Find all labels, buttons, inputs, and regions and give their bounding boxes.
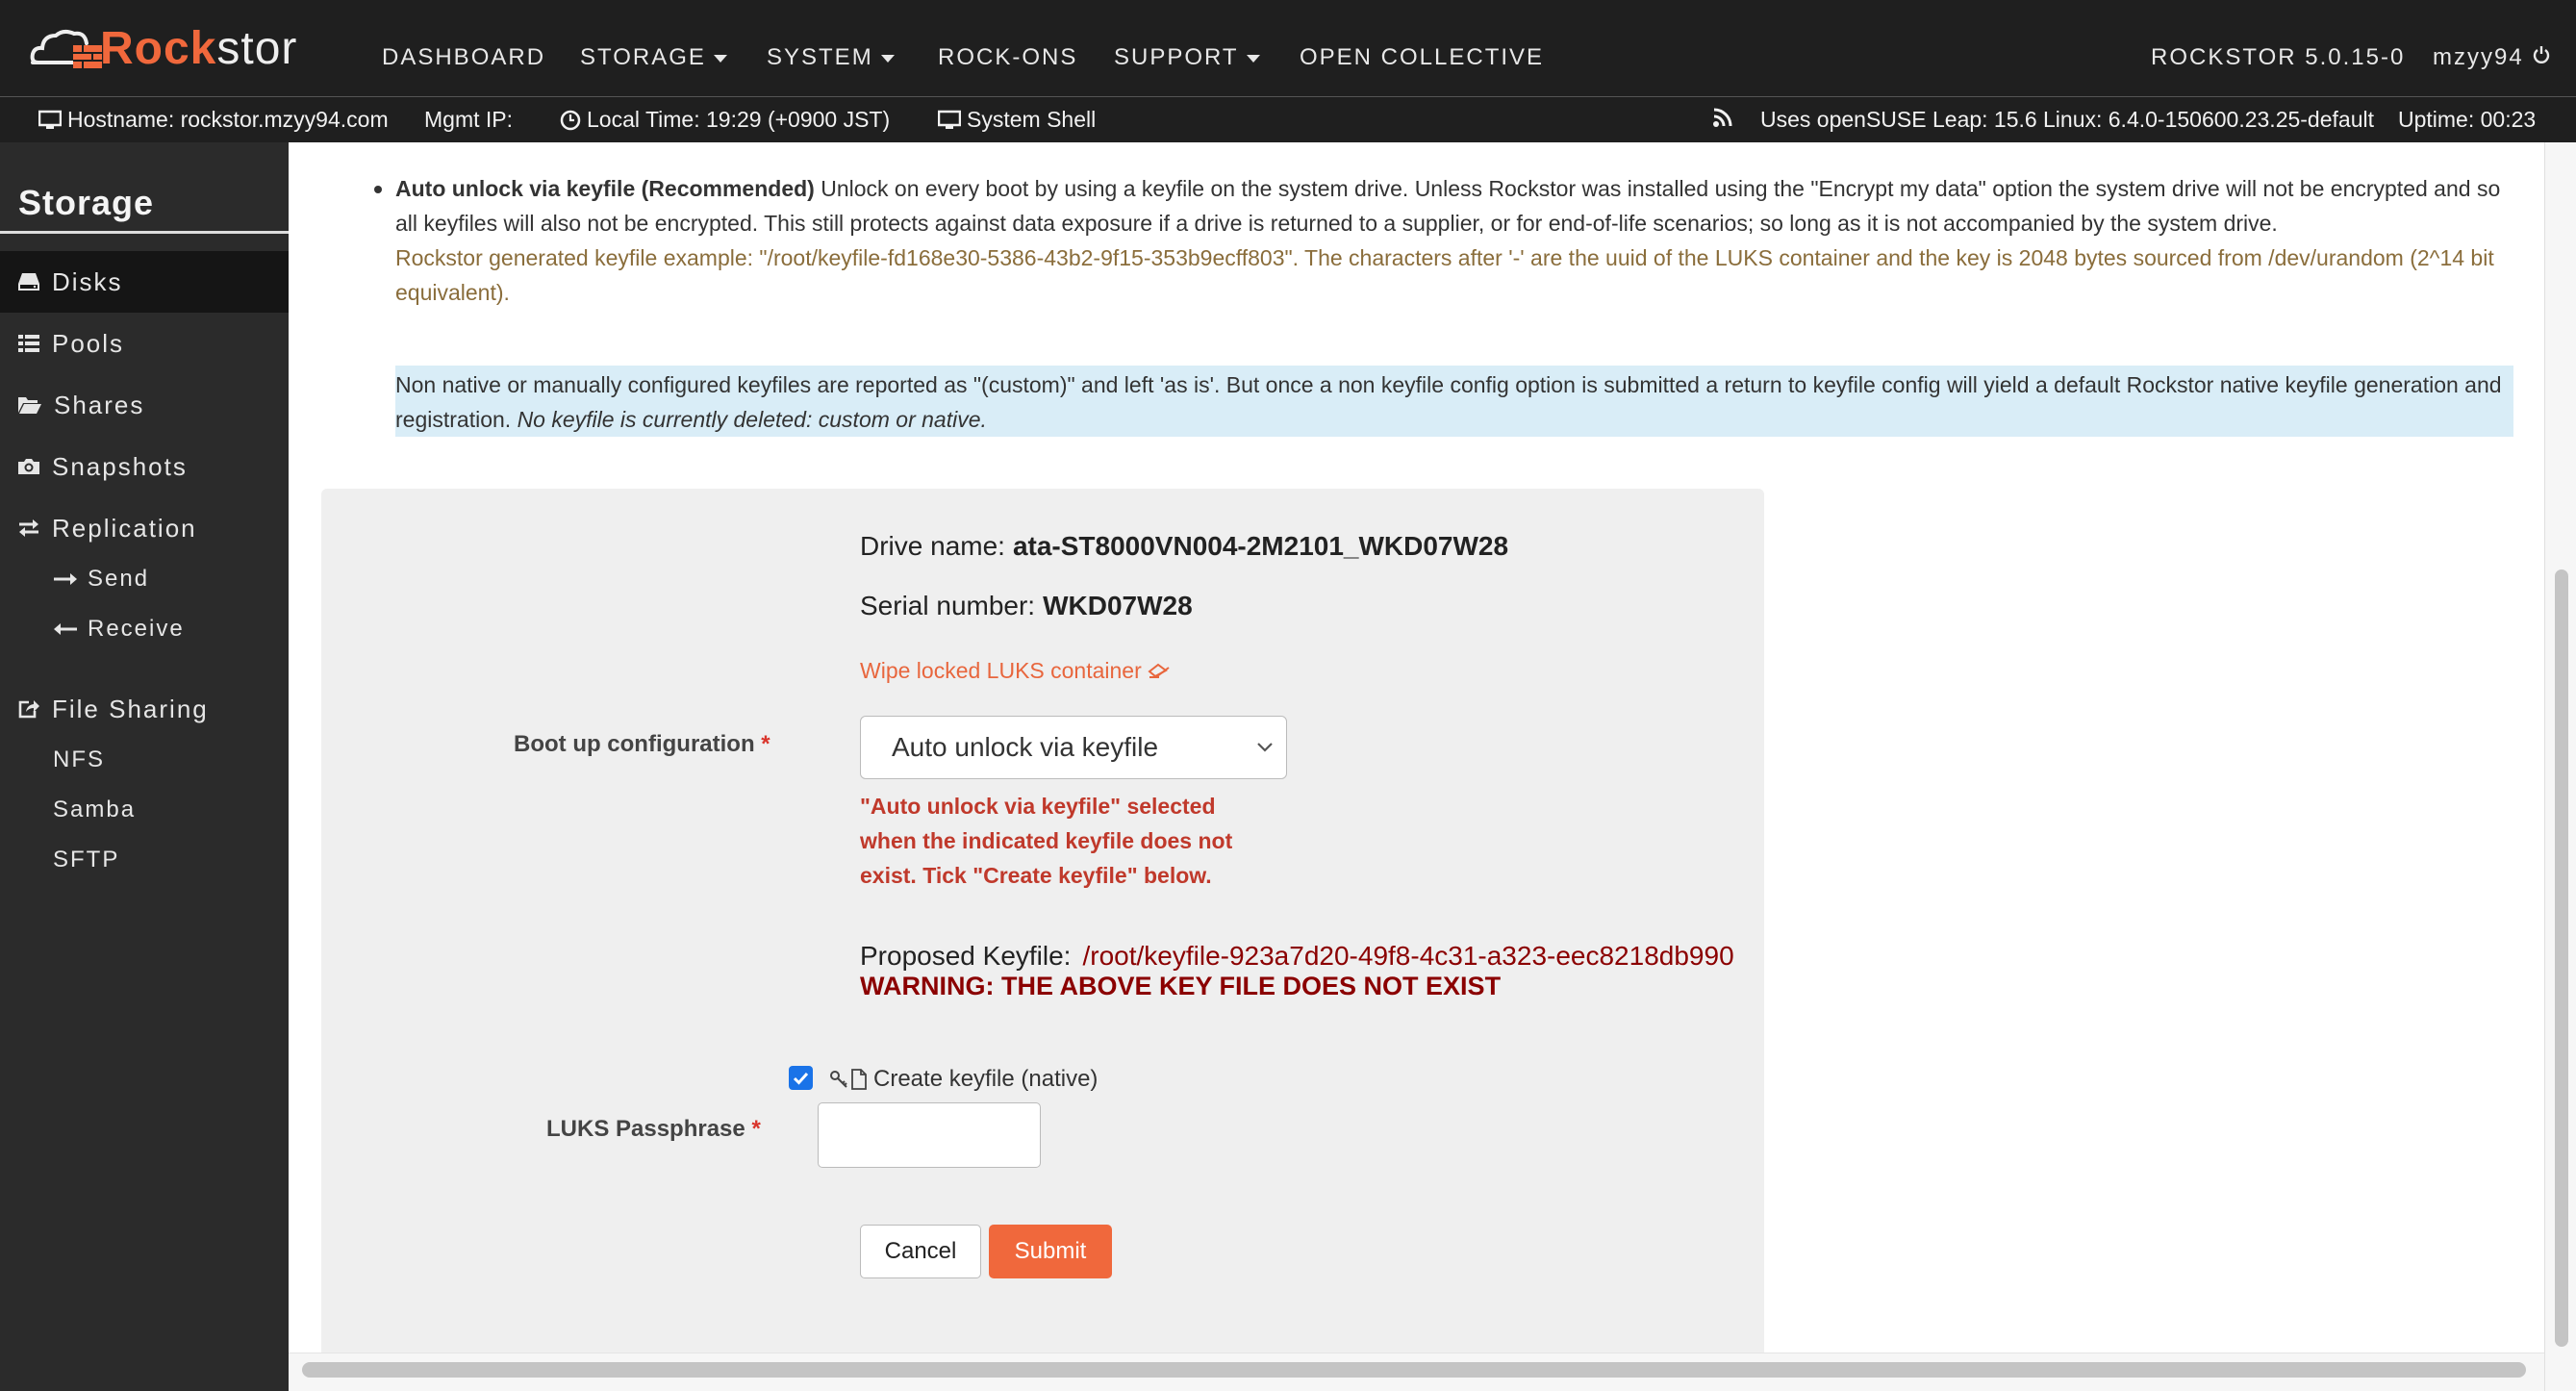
sidebar-item-file-sharing[interactable]: File Sharing: [0, 678, 289, 740]
sidebar-item-samba[interactable]: Samba: [53, 797, 137, 822]
boot-config-label: Boot up configuration *: [514, 731, 770, 757]
luks-passphrase-label: LUKS Passphrase *: [546, 1116, 761, 1142]
uptime-info: Uptime: 00:23: [2398, 107, 2537, 132]
arrow-left-icon: [53, 622, 78, 636]
caret-down-icon: [881, 55, 895, 63]
horizontal-scrollbar[interactable]: [289, 1353, 2544, 1391]
sidebar-title: Storage: [18, 183, 155, 222]
nav-rock-ons[interactable]: ROCK-ONS: [938, 44, 1078, 70]
linux-info: Linux: 6.4.0-150600.23.25-default: [2043, 107, 2374, 132]
sidebar-item-sftp[interactable]: SFTP: [53, 847, 120, 873]
vertical-scroll-thumb[interactable]: [2555, 569, 2568, 1347]
create-keyfile-label[interactable]: Create keyfile (native): [829, 1066, 1098, 1093]
arrow-right-icon: [53, 572, 78, 586]
clock-icon: [560, 110, 581, 131]
nav-storage[interactable]: STORAGE: [580, 44, 727, 71]
rockstor-logo[interactable]: [29, 21, 297, 75]
wipe-luks-link[interactable]: Wipe locked LUKS container: [860, 658, 1171, 684]
auto-unlock-description: Auto unlock via keyfile (Recommended) Unlock on every boot by using a keyfile on the system drive. Unless Rockstor was installed using the "Encrypt my data" option the system drive will not be encrypted and so all keyfiles will also not be encrypted. This still protects against data exposure if a drive is returned to a supplier, or for end-of-life scenarios; so long as it is not accompanied by the system drive. Rockstor generated keyfile example: "/root/keyfile-fd168e30-5386-43b2-9f15-353b9ecff803". The characters after '-' are the uuid of the LUKS container and the key is 2048 bytes sourced from /dev/urandom (2^14 bit equivalent).: [395, 171, 2512, 310]
caret-down-icon: [714, 55, 727, 63]
keyfile-note: Non native or manually configured keyfiles are reported as "(custom)" and left 'as is'. But once a non keyfile config option is submitted a return to keyfile config will yield a default Rockstor native keyfile generation and registration. No keyfile is currently deleted: custom or native.: [395, 366, 2513, 437]
os-info: Uses openSUSE Leap: 15.6: [1760, 107, 2037, 132]
bullet: [374, 186, 382, 193]
proposed-keyfile: Proposed Keyfile: /root/keyfile-923a7d20-49f8-4c31-a323-eec8218db990: [860, 941, 1734, 971]
serial-number-row: Serial number: WKD07W28: [860, 591, 1193, 620]
camera-icon: [17, 456, 40, 477]
sidebar-item-shares[interactable]: Shares: [0, 374, 289, 436]
exchange-icon: [17, 518, 40, 539]
nav-system[interactable]: SYSTEM: [767, 44, 895, 71]
version-label: ROCKSTOR 5.0.15-0: [2151, 44, 2406, 70]
hostname-info: Hostname: rockstor.mzyy94.com: [38, 107, 389, 133]
system-shell-link[interactable]: System Shell: [938, 107, 1096, 133]
eraser-icon: [1148, 663, 1171, 678]
submit-button[interactable]: Submit: [989, 1225, 1112, 1278]
main-content: [289, 142, 2544, 1391]
nav-open-collective[interactable]: OPEN COLLECTIVE: [1300, 44, 1545, 70]
cloud-logo-icon: [29, 24, 106, 72]
rss-icon[interactable]: [1712, 107, 1739, 128]
keyfile-example-text: Rockstor generated keyfile example: "/root/keyfile-fd168e30-5386-43b2-9f15-353b9ecff803". The characters after '-' are the uuid of the LUKS container and the key is 2048 bytes sourced from /dev/urandom (2^14 bit equivalent).: [395, 245, 2494, 305]
chevron-down-icon: [1255, 741, 1275, 754]
sidebar-item-replication[interactable]: Replication: [0, 497, 289, 559]
hdd-icon: [17, 271, 40, 292]
brand-name: Rockstor: [100, 22, 298, 74]
sidebar-divider: [0, 231, 289, 234]
desktop-icon: [938, 110, 961, 131]
file-icon: [850, 1068, 868, 1091]
sidebar-item-disks[interactable]: Disks: [0, 251, 289, 313]
top-navbar: [0, 0, 2576, 96]
caret-down-icon: [1247, 55, 1260, 63]
list-icon: [17, 333, 40, 354]
horizontal-scroll-thumb[interactable]: [302, 1362, 2526, 1378]
share-square-icon: [17, 698, 40, 720]
desktop-icon: [38, 110, 62, 131]
create-keyfile-checkbox[interactable]: [789, 1066, 813, 1090]
drive-name-row: Drive name: ata-ST8000VN004-2M2101_WKD07W28: [860, 531, 1509, 561]
cancel-button[interactable]: Cancel: [860, 1225, 981, 1278]
boot-config-select[interactable]: Auto unlock via keyfile: [860, 716, 1287, 779]
user-menu[interactable]: mzyy94: [2433, 44, 2551, 71]
folder-open-icon: [17, 394, 42, 416]
sidebar-item-nfs[interactable]: NFS: [53, 746, 105, 772]
sidebar-item-receive[interactable]: Receive: [53, 616, 185, 643]
nav-dashboard[interactable]: DASHBOARD: [382, 44, 546, 70]
vertical-scrollbar[interactable]: [2544, 142, 2576, 1391]
mgmt-ip-info: Mgmt IP:: [424, 107, 514, 132]
nav-support[interactable]: SUPPORT: [1114, 44, 1260, 71]
sidebar-item-send[interactable]: Send: [53, 566, 149, 593]
checkmark-icon: [789, 1066, 813, 1090]
luks-passphrase-input[interactable]: [818, 1102, 1041, 1168]
sidebar-item-snapshots[interactable]: Snapshots: [0, 436, 289, 497]
sidebar: [0, 142, 289, 1391]
power-icon: [2532, 44, 2551, 71]
luks-config-form: [321, 489, 1764, 1391]
local-time-info: Local Time: 19:29 (+0900 JST): [560, 107, 890, 133]
boot-config-error: "Auto unlock via keyfile" selected when the indicated keyfile does not exist. Tick "Create keyfile" below.: [860, 794, 1233, 888]
sidebar-item-pools[interactable]: Pools: [0, 313, 289, 374]
status-bar: [0, 96, 2576, 142]
key-icon: [829, 1069, 850, 1090]
keyfile-warning: WARNING: THE ABOVE KEY FILE DOES NOT EXIST: [860, 972, 1502, 1000]
